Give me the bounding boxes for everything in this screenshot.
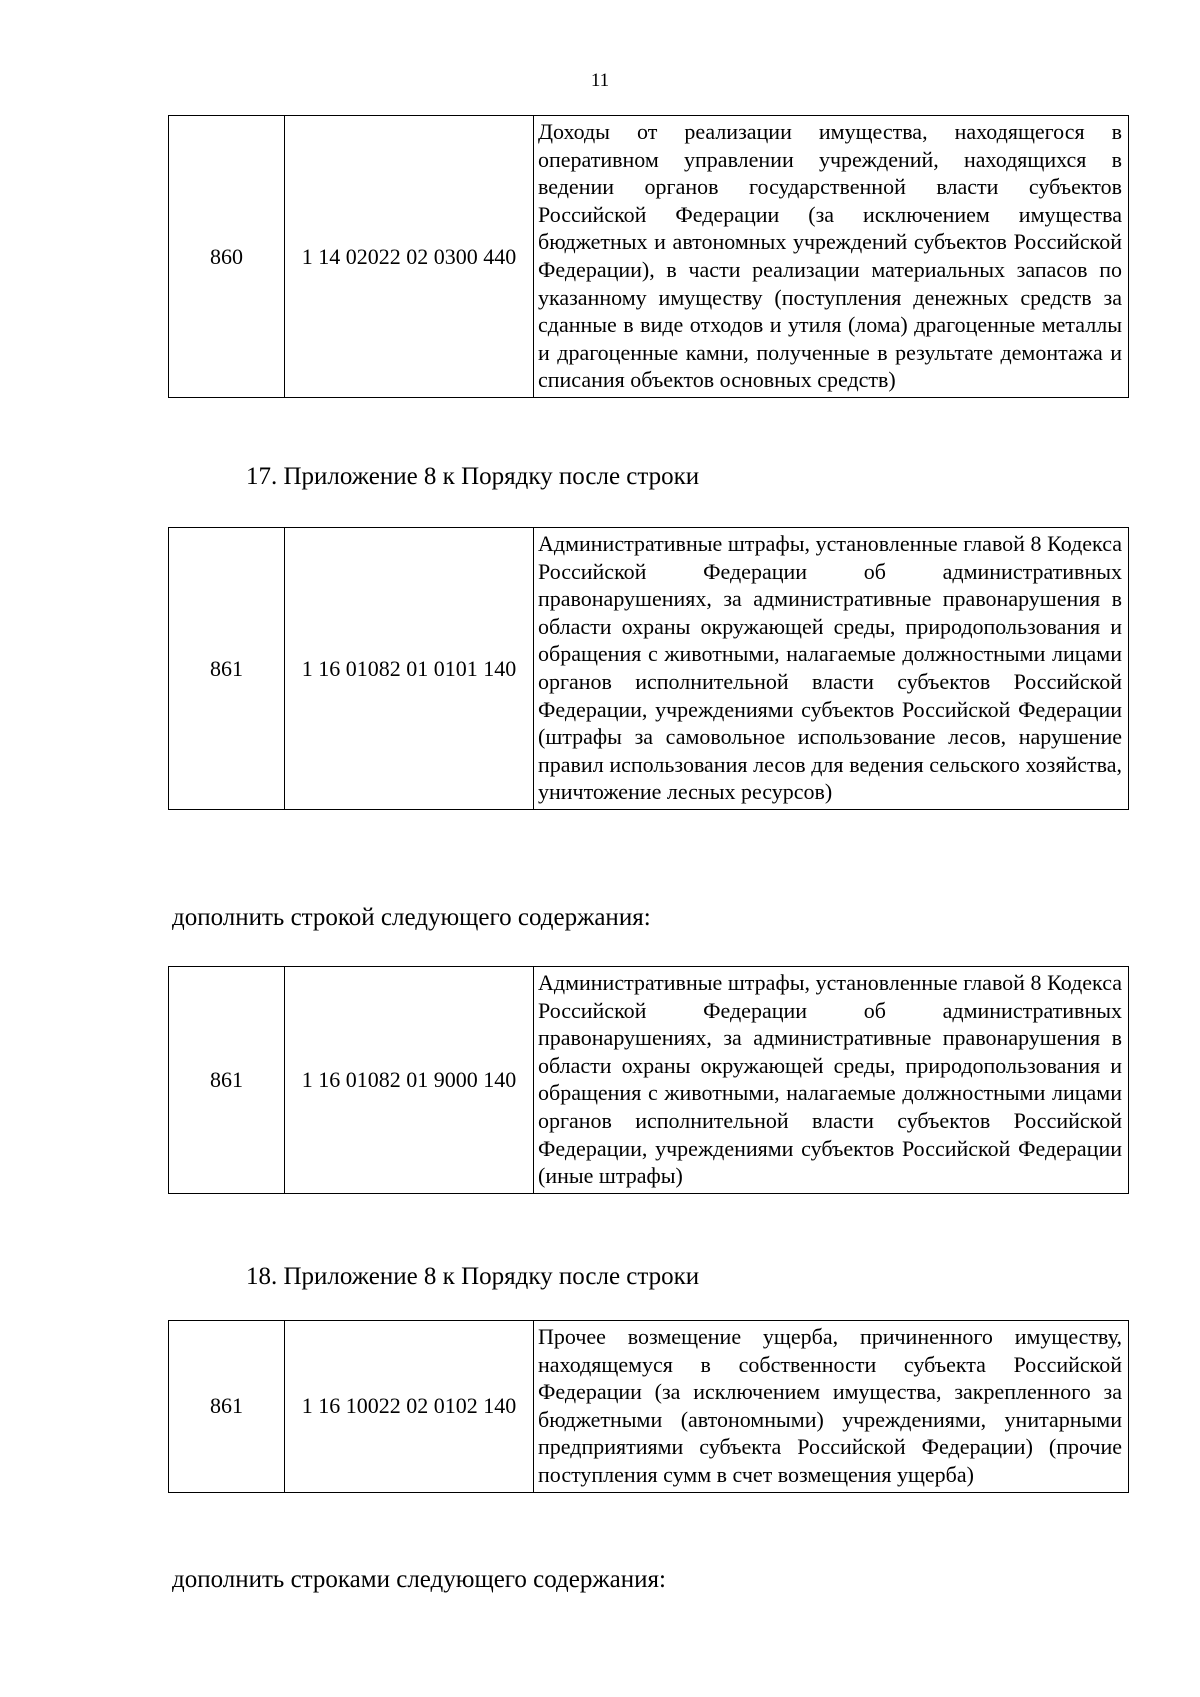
table-row-860-income <box>168 115 1129 398</box>
section-18-heading: 18. Приложение 8 к Порядку после строки <box>246 1263 700 1290</box>
table-row-861-damage-compensation <box>168 1320 1129 1493</box>
section-17-heading: 17. Приложение 8 к Порядку после строки <box>246 463 700 490</box>
budget-code-cell: 1 16 01082 01 9000 140 <box>285 967 534 1194</box>
budget-code-cell: 1 14 02022 02 0300 440 <box>285 116 534 398</box>
admin-code-cell: 861 <box>169 967 285 1194</box>
description-cell: Доходы от реализации имущества, находящегося в оперативном управлении учреждений, находящихся в ведении органов государственной власти субъектов Российской Федерации (за исключением имущества бюджетных и автономных учреждений субъектов Российской Федерации), в части реализации материальных запасов по указанному имуществу (поступления денежных средств за сданные в виде отходов и утиля (лома) драгоценные металлы и драгоценные камни, полученные в результате демонтажа и списания объектов основных средств) <box>534 116 1129 398</box>
description-cell: Административные штрафы, установленные главой 8 Кодекса Российской Федерации об административных правонарушениях, за административные правонарушения в области охраны окружающей среды, природопользования и обращения с животными, налагаемые должностными лицами органов исполнительной власти субъектов Российской Федерации, учреждениями субъектов Российской Федерации (иные штрафы) <box>534 967 1129 1194</box>
admin-code-cell: 860 <box>169 116 285 398</box>
supplement-single-row-text: дополнить строкой следующего содержания: <box>172 904 651 931</box>
table-row <box>169 1321 1129 1493</box>
admin-code-cell: 861 <box>169 1321 285 1493</box>
description-cell: Административные штрафы, установленные главой 8 Кодекса Российской Федерации об административных правонарушениях, за административные правонарушения в области охраны окружающей среды, природопользования и обращения с животными, налагаемые должностными лицами органов исполнительной власти субъектов Российской Федерации, учреждениями субъектов Российской Федерации (штрафы за самовольное использование лесов, нарушение правил использования лесов для ведения сельского хозяйства, уничтожение лесных ресурсов) <box>534 528 1129 810</box>
budget-code-cell: 1 16 01082 01 0101 140 <box>285 528 534 810</box>
table-row <box>169 528 1129 810</box>
table-row <box>169 967 1129 1194</box>
admin-code-cell: 861 <box>169 528 285 810</box>
supplement-multiple-rows-text: дополнить строками следующего содержания: <box>172 1566 666 1593</box>
budget-code-cell: 1 16 10022 02 0102 140 <box>285 1321 534 1493</box>
table-row <box>169 116 1129 398</box>
page-number: 11 <box>590 70 610 91</box>
table-row-861-other-fines <box>168 966 1129 1194</box>
table-row-861-fines-forest <box>168 527 1129 810</box>
description-cell: Прочее возмещение ущерба, причиненного имуществу, находящемуся в собственности субъекта Российской Федерации (за исключением имущества, закрепленного за бюджетными (автономными) учреждениями, унитарными предприятиями субъекта Российской Федерации) (прочие поступления сумм в счет возмещения ущерба) <box>534 1321 1129 1493</box>
